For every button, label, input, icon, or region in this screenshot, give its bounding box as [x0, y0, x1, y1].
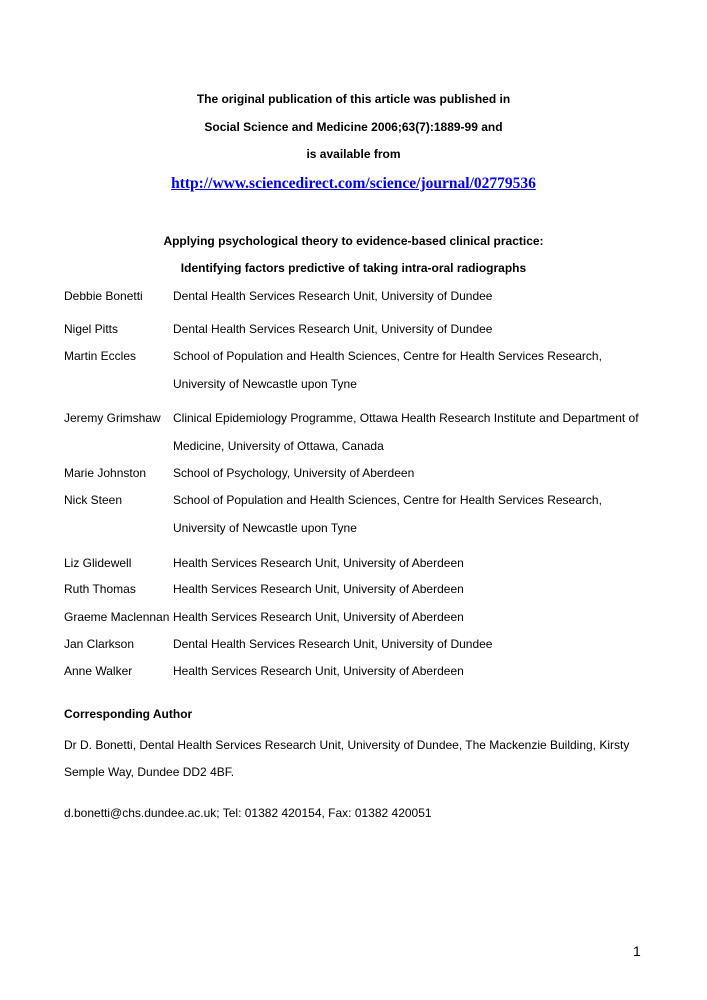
author-name: Ruth Thomas: [64, 582, 136, 596]
author-affiliation: University of Newcastle upon Tyne: [173, 377, 357, 391]
author-affiliation: School of Population and Health Sciences, Centre for Health Services Research,: [173, 493, 602, 507]
corresponding-address-line-1: Dr D. Bonetti, Dental Health Services Research Unit, University of Dundee, The Mackenzie Building, Kirsty: [64, 738, 630, 752]
author-name: Anne Walker: [64, 664, 133, 678]
author-name: Debbie Bonetti: [64, 289, 143, 303]
author-name: Nick Steen: [64, 493, 123, 507]
publication-note-line-2: Social Science and Medicine 2006;63(7):1889-99 and: [204, 120, 503, 134]
publication-note-line-3: is available from: [306, 147, 401, 161]
author-affiliation: Dental Health Services Research Unit, University of Dundee: [173, 322, 493, 336]
page-number: 1: [633, 943, 641, 959]
author-affiliation: Health Services Research Unit, University of Aberdeen: [173, 556, 464, 570]
title-line-2: Identifying factors predictive of taking intra-oral radiographs: [180, 261, 527, 275]
author-affiliation: Health Services Research Unit, University of Aberdeen: [173, 582, 464, 596]
author-affiliation: University of Newcastle upon Tyne: [173, 521, 357, 535]
author-affiliation: Medicine, University of Ottawa, Canada: [173, 439, 384, 453]
author-affiliation: Dental Health Services Research Unit, University of Dundee: [173, 637, 493, 651]
author-affiliation: Dental Health Services Research Unit, University of Dundee: [173, 289, 493, 303]
author-name: Jeremy Grimshaw: [64, 411, 161, 425]
corresponding-contact: d.bonetti@chs.dundee.ac.uk; Tel: 01382 420154, Fax: 01382 420051: [64, 806, 432, 820]
author-name: Graeme Maclennan: [64, 610, 170, 624]
author-name: Jan Clarkson: [64, 637, 135, 651]
author-name: Liz Glidewell: [64, 556, 132, 570]
corresponding-address-line-2: Semple Way, Dundee DD2 4BF.: [64, 765, 235, 779]
author-name: Martin Eccles: [64, 349, 137, 363]
title-line-1: Applying psychological theory to evidence-based clinical practice:: [163, 234, 544, 248]
corresponding-heading: Corresponding Author: [64, 707, 193, 721]
author-affiliation: Clinical Epidemiology Programme, Ottawa Health Research Institute and Department of: [173, 411, 639, 425]
author-name: Nigel Pitts: [64, 322, 119, 336]
author-affiliation: School of Population and Health Sciences, Centre for Health Services Research,: [173, 349, 602, 363]
publication-note-line-1: The original publication of this article was published in: [196, 92, 511, 106]
author-affiliation: School of Psychology, University of Aberdeen: [173, 466, 415, 480]
author-name: Marie Johnston: [64, 466, 147, 480]
author-affiliation: Health Services Research Unit, University of Aberdeen: [173, 610, 464, 624]
author-affiliation: Health Services Research Unit, University of Aberdeen: [173, 664, 464, 678]
journal-link[interactable]: http://www.sciencedirect.com/science/journal/02779536: [171, 175, 536, 192]
